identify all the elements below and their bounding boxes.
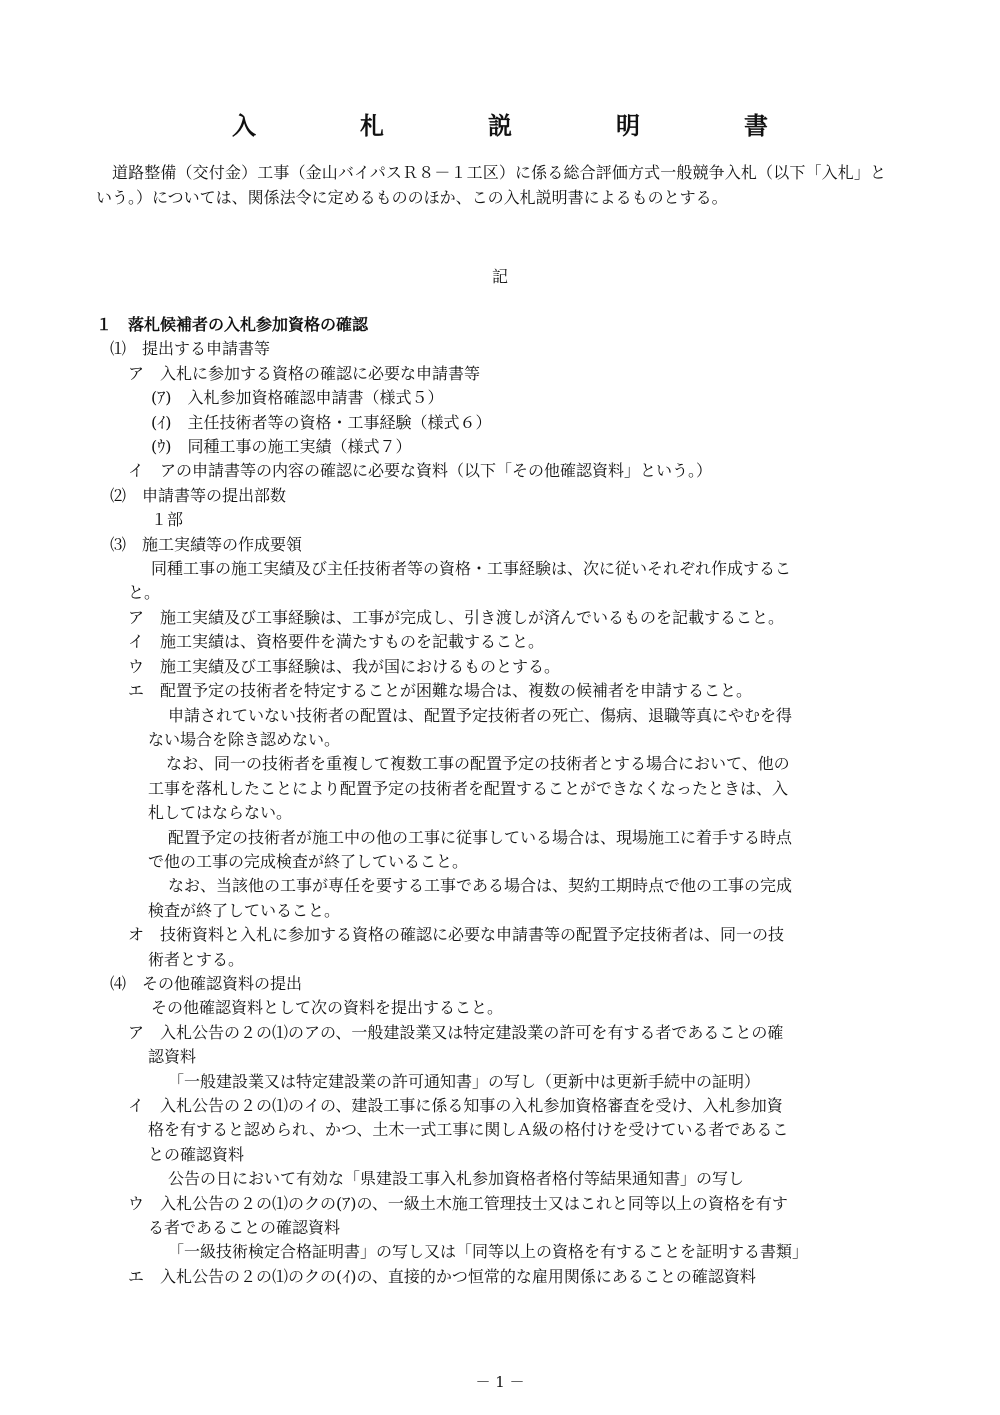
body-line: (ｳ) 同種工事の施工実績（様式７） bbox=[151, 437, 412, 457]
document-title: 入 札 説 明 書 bbox=[232, 112, 808, 140]
body-line: １部 bbox=[151, 510, 184, 530]
body-line: る者であることの確認資料 bbox=[148, 1218, 341, 1238]
body-line: 公告の日において有効な「県建設工事入札参加資格者格付等結果通知書」の写し bbox=[168, 1169, 745, 1189]
body-line: 検査が終了していること。 bbox=[148, 900, 341, 920]
body-line: 申請されていない技術者の配置は、配置予定技術者の死亡、傷病、退職等真にやむを得 bbox=[168, 705, 793, 725]
body-line: 札してはならない。 bbox=[148, 803, 293, 823]
body-line: なお、当該他の工事が専任を要する工事である場合は、契約工期時点で他の工事の完成 bbox=[168, 876, 793, 896]
body-line: その他確認資料として次の資料を提出すること。 bbox=[151, 998, 504, 1018]
page-number: － 1 － bbox=[475, 1373, 525, 1391]
body-line: ウ 施工実績及び工事経験は、我が国におけるものとする。 bbox=[128, 656, 561, 676]
body-line: との確認資料 bbox=[148, 1144, 245, 1164]
body-line: オ 技術資料と入札に参加する資格の確認に必要な申請書等の配置予定技術者は、同一の技 bbox=[128, 925, 785, 945]
body-line: なお、同一の技術者を重複して複数工事の配置予定の技術者とする場合において、他の bbox=[166, 754, 790, 774]
section-heading: １ 落札候補者の入札参加資格の確認 bbox=[96, 315, 369, 334]
body-line: と。 bbox=[128, 583, 161, 603]
body-line: (ｲ) 主任技術者等の資格・工事経験（様式６） bbox=[151, 412, 492, 432]
body-line: イ アの申請書等の内容の確認に必要な資料（以下「その他確認資料」という。） bbox=[128, 461, 713, 481]
document-body bbox=[96, 313, 886, 1289]
body-line: 認資料 bbox=[148, 1047, 197, 1067]
body-line: ア 施工実績及び工事経験は、工事が完成し、引き渡しが済んでいるものを記載すること。 bbox=[128, 607, 785, 627]
intro-text: 道路整備（交付金）工事（金山バイパスＲ８－１工区）に係る総合評価方式一般競争入札（以下「入札」という。）については、関係法令に定めるもののほか、この入札説明書によるものとする。 bbox=[96, 163, 886, 207]
body-line: ウ 入札公告の２の⑴のクの(ｱ)の、一級土木施工管理技士又はこれと同等以上の資格を有す bbox=[128, 1193, 788, 1213]
body-line: 格を有すると認められ、かつ、土木一式工事に関しＡ級の格付けを受けている者であるこ bbox=[148, 1120, 789, 1140]
body-line: 「一般建設業又は特定建設業の許可通知書」の写し（更新中は更新手続中の証明） bbox=[168, 1071, 761, 1091]
ki-heading: 記 bbox=[491, 267, 508, 286]
body-line: イ 施工実績は、資格要件を満たすものを記載すること。 bbox=[128, 632, 545, 652]
body-line: 配置予定の技術者が施工中の他の工事に従事している場合は、現場施工に着手する時点 bbox=[168, 827, 793, 847]
body-line: 同種工事の施工実績及び主任技術者等の資格・工事経験は、次に従いそれぞれ作成するこ bbox=[151, 559, 792, 579]
body-line: ない場合を除き認めない。 bbox=[148, 729, 341, 749]
body-line: ア 入札公告の２の⑴のアの、一般建設業又は特定建設業の許可を有する者であることの確 bbox=[128, 1022, 784, 1042]
body-line: ア 入札に参加する資格の確認に必要な申請書等 bbox=[128, 363, 481, 383]
body-line: で他の工事の完成検査が終了していること。 bbox=[148, 851, 469, 871]
body-line: ⑵ 申請書等の提出部数 bbox=[110, 485, 287, 505]
body-line: エ 入札公告の２の⑴のクの(ｲ)の、直接的かつ恒常的な雇用関係にあることの確認資料 bbox=[128, 1266, 756, 1286]
body-line: ⑶ 施工実績等の作成要領 bbox=[110, 534, 303, 554]
body-line: ⑴ 提出する申請書等 bbox=[110, 339, 271, 359]
body-line: ⑷ その他確認資料の提出 bbox=[110, 973, 303, 993]
body-line: 工事を落札したことにより配置予定の技術者を配置することができなくなったときは、入 bbox=[148, 778, 789, 798]
body-line: 「一級技術検定合格証明書」の写し又は「同等以上の資格を有することを証明する書類」 bbox=[168, 1242, 809, 1262]
body-line: エ 配置予定の技術者を特定することが困難な場合は、複数の候補者を申請すること。 bbox=[128, 681, 753, 701]
body-line: 術者とする。 bbox=[148, 949, 245, 969]
body-line: イ 入札公告の２の⑴のイの、建設工事に係る知事の入札参加資格審査を受け、入札参加資 bbox=[128, 1096, 783, 1115]
body-line: (ｱ) 入札参加資格確認申請書（様式５） bbox=[151, 388, 444, 408]
intro-paragraph bbox=[96, 160, 886, 210]
